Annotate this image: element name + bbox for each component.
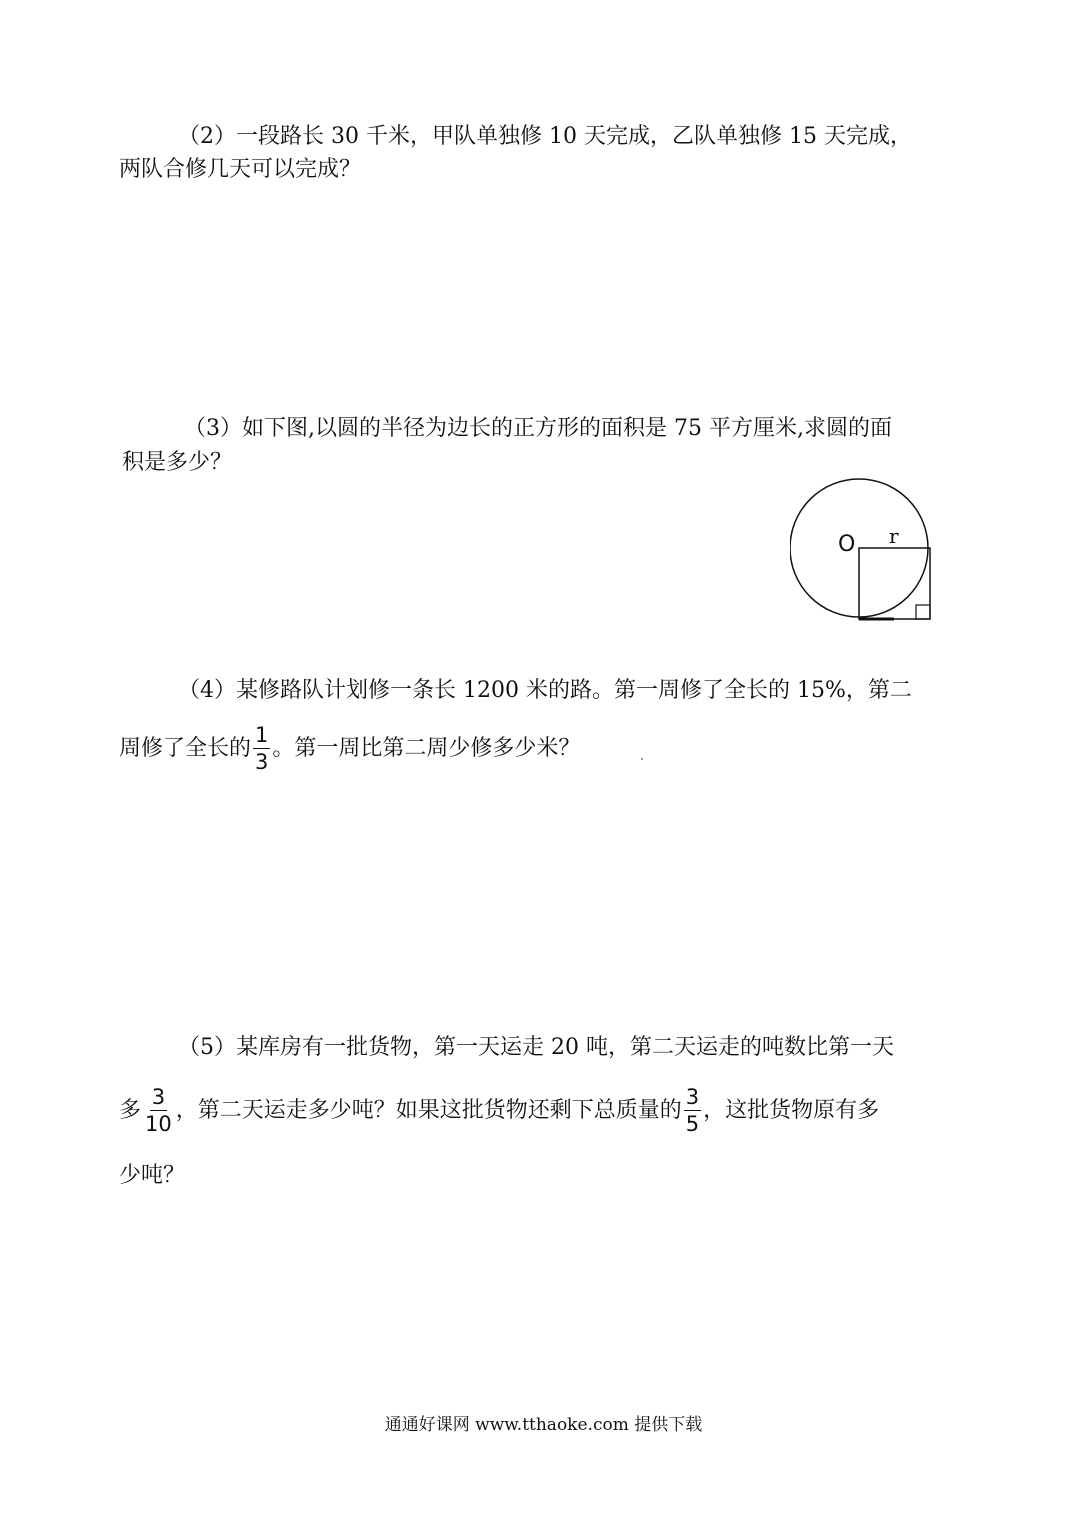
- center-label: O: [838, 532, 856, 557]
- fraction-denominator: 10: [145, 1112, 172, 1137]
- q5-line2-text-a: 多: [119, 1097, 142, 1123]
- page-footer: 通通好课网 www.tthaoke.com 提供下载: [384, 1415, 703, 1435]
- q4-line2-text-after: 。第一周比第二周少修多少米？: [272, 735, 581, 761]
- q4-line2: [119, 724, 580, 773]
- q5-line2-text-c: ，这批货物原有多: [703, 1097, 880, 1123]
- square-shape: [859, 548, 930, 619]
- q5-line2-text-b: ，第二天运走多少吨？如果这批货物还剩下总质量的: [175, 1097, 682, 1123]
- fraction-denominator: 5: [685, 1112, 700, 1137]
- q3-line1: （3）如下图,以圆的半径为边长的正方形的面积是 75 平方厘米,求圆的面: [184, 416, 892, 441]
- right-angle-marker: [916, 605, 930, 619]
- q2-line1: （2）一段路长 30 千米，甲队单独修 10 天完成，乙队单独修 15 天完成，: [178, 124, 912, 149]
- q4-line1: （4）某修路队计划修一条长 1200 米的路。第一周修了全长的 15%，第二: [178, 678, 912, 703]
- q5-line1: （5）某库房有一批货物，第一天运走 20 吨，第二天运走的吨数比第一天: [178, 1035, 894, 1060]
- q2-line2: 两队合修几天可以完成？: [119, 157, 362, 182]
- q5-fraction2: [684, 1086, 701, 1135]
- q4-fraction: [253, 724, 270, 773]
- circle-square-figure: [790, 478, 938, 626]
- fraction-numerator: 1: [253, 724, 270, 749]
- q4-line2-text-before: 周修了全长的: [119, 735, 252, 761]
- stray-dot: [641, 758, 643, 760]
- q5-fraction1: [143, 1086, 174, 1135]
- radius-label: r: [889, 524, 899, 548]
- q5-line2: [119, 1086, 879, 1135]
- fraction-numerator: 3: [684, 1086, 701, 1111]
- fraction-denominator: 3: [255, 750, 269, 775]
- q3-line2: 积是多少？: [122, 450, 233, 475]
- q5-line3: 少吨？: [119, 1163, 186, 1188]
- fraction-numerator: 3: [150, 1086, 167, 1111]
